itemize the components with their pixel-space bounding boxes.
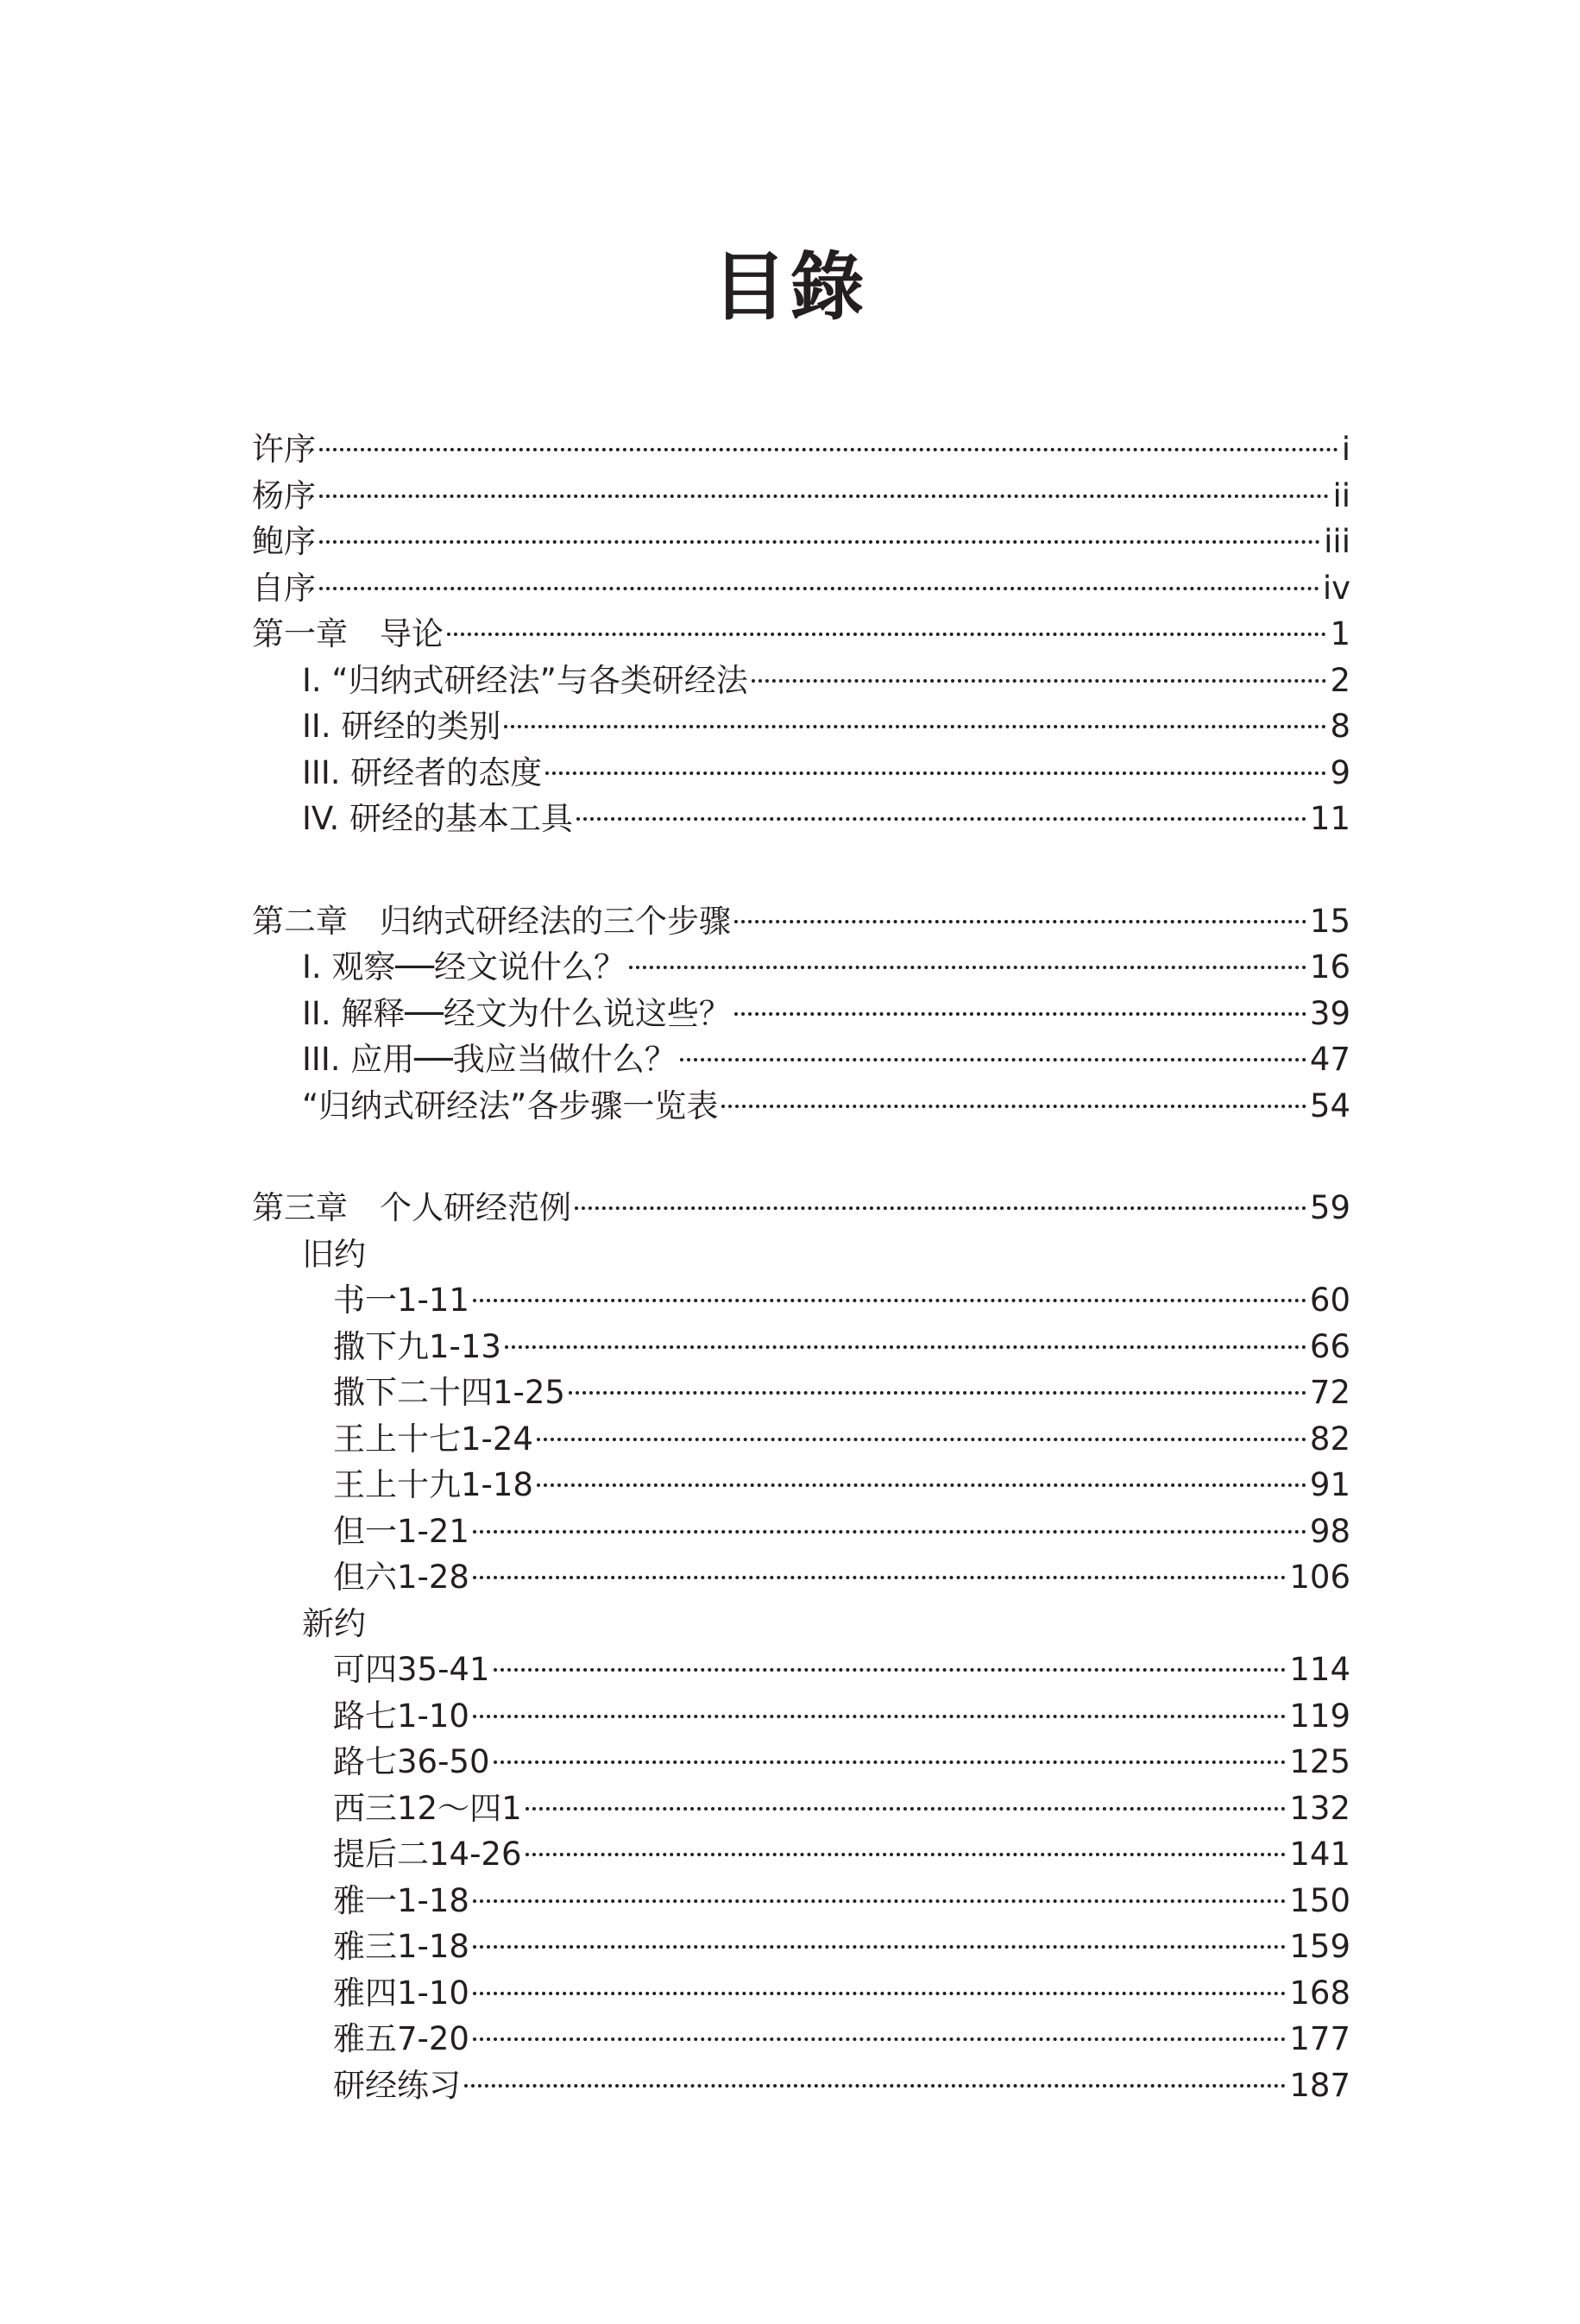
page-title: 目錄 <box>712 244 868 331</box>
toc-entry-page: 125 <box>1289 1743 1350 1780</box>
toc-entry[interactable] <box>252 565 1350 612</box>
toc-entry[interactable] <box>252 1739 1350 1786</box>
dot-leader <box>473 1530 1306 1534</box>
toc-entry[interactable] <box>252 473 1350 520</box>
toc-entry[interactable] <box>252 1462 1350 1508</box>
toc-entry-label: III. 研经者的态度 <box>302 753 543 791</box>
toc-entry-label: 书一1-11 <box>333 1282 469 1319</box>
dot-leader <box>319 448 1338 451</box>
toc-entry-page: 15 <box>1309 902 1350 940</box>
dot-leader <box>319 540 1320 544</box>
dot-leader <box>473 1299 1306 1302</box>
toc-entry-page: 8 <box>1330 708 1350 745</box>
dot-leader <box>319 494 1329 498</box>
toc-entry-label: 可四35-41 <box>333 1651 490 1688</box>
dot-leader <box>537 1438 1306 1441</box>
toc-entry[interactable] <box>252 519 1350 565</box>
toc-entry[interactable] <box>252 796 1350 842</box>
dot-leader <box>526 1853 1287 1856</box>
toc-entry-label: II. 解释──经文为什么说这些？ <box>302 994 731 1032</box>
toc-chapter-entry[interactable] <box>252 898 1350 945</box>
toc-entry[interactable] <box>252 1554 1350 1601</box>
dot-leader <box>721 1105 1306 1108</box>
toc-entry-page: 39 <box>1309 994 1350 1032</box>
toc-entry[interactable] <box>252 750 1350 797</box>
toc-section-heading <box>252 1231 1350 1278</box>
toc-entry-label: 撒下二十四1-25 <box>333 1374 565 1411</box>
toc-entry-page: 82 <box>1309 1420 1350 1458</box>
toc-entry[interactable] <box>252 1416 1350 1463</box>
toc-entry-label: 雅三1-18 <box>333 1928 469 1965</box>
toc-entry-label: 第三章 个人研经范例 <box>252 1189 571 1226</box>
toc-entry-page: i <box>1341 431 1350 468</box>
dot-leader <box>473 1715 1286 1718</box>
toc-entry-label: 研经练习 <box>333 2066 461 2104</box>
toc-entry-page: 91 <box>1309 1466 1350 1503</box>
toc-entry[interactable] <box>252 1508 1350 1555</box>
toc-entry-page: 177 <box>1289 2020 1350 2057</box>
toc-entry-label: 鲍序 <box>252 523 316 560</box>
toc-entry-label: 第一章 导论 <box>252 615 444 652</box>
table-of-contents <box>252 426 1350 2108</box>
toc-entry-label: IV. 研经的基本工具 <box>302 800 573 837</box>
toc-entry-label: 但六1-28 <box>333 1559 469 1596</box>
toc-entry-page: 132 <box>1289 1789 1350 1827</box>
toc-entry-label: 西三12～四1 <box>333 1789 522 1827</box>
toc-entry-page: 11 <box>1309 800 1350 837</box>
dot-leader <box>569 1391 1306 1395</box>
toc-entry[interactable] <box>252 1036 1350 1083</box>
toc-entry-page: 2 <box>1330 661 1350 699</box>
dot-leader <box>752 679 1327 683</box>
toc-entry[interactable] <box>252 1924 1350 1970</box>
dot-leader <box>734 920 1306 923</box>
dot-leader <box>537 1483 1306 1487</box>
toc-entry-label: “归纳式研经法”各步骤一览表 <box>302 1086 719 1124</box>
toc-entry[interactable] <box>252 426 1350 473</box>
toc-entry-label: 王上十七1-24 <box>333 1420 533 1458</box>
toc-entry[interactable] <box>252 2016 1350 2063</box>
toc-entry-page: 150 <box>1289 1881 1350 1919</box>
dot-leader <box>575 1206 1306 1210</box>
toc-entry-label: II. 研经的类别 <box>302 708 501 745</box>
toc-entry-page: ii <box>1332 476 1350 514</box>
toc-entry-page: 9 <box>1330 753 1350 791</box>
toc-section-label: 新约 <box>302 1604 366 1642</box>
toc-entry-label: I. 观察──经文说什么？ <box>302 948 626 986</box>
toc-entry-label: 雅五7-20 <box>333 2020 469 2057</box>
dot-leader <box>629 966 1306 969</box>
toc-entry-page: 141 <box>1289 1836 1350 1873</box>
toc-entry-label: 杨序 <box>252 476 316 514</box>
toc-entry[interactable] <box>252 944 1350 991</box>
dot-leader <box>473 1576 1286 1579</box>
toc-entry-page: 98 <box>1309 1512 1350 1550</box>
toc-entry[interactable] <box>252 991 1350 1037</box>
toc-entry[interactable] <box>252 1324 1350 1370</box>
toc-entry-label: 雅一1-18 <box>333 1881 469 1919</box>
toc-entry-page: 106 <box>1289 1559 1350 1596</box>
toc-entry[interactable] <box>252 1878 1350 1924</box>
toc-entry-page: 59 <box>1309 1189 1350 1226</box>
toc-entry-page: 47 <box>1309 1041 1350 1078</box>
toc-entry-page: 54 <box>1309 1086 1350 1124</box>
toc-entry[interactable] <box>252 1786 1350 1832</box>
dot-leader <box>576 817 1306 821</box>
toc-entry[interactable] <box>252 703 1350 750</box>
dot-leader <box>734 1012 1306 1016</box>
toc-entry[interactable] <box>252 1277 1350 1324</box>
dot-leader <box>526 1807 1287 1811</box>
dot-leader <box>504 725 1326 728</box>
toc-entry-page: 187 <box>1289 2066 1350 2104</box>
toc-entry-label: 但一1-21 <box>333 1512 469 1550</box>
toc-entry[interactable] <box>252 1647 1350 1693</box>
toc-entry-page: 159 <box>1289 1928 1350 1965</box>
toc-entry-label: 自序 <box>252 569 316 607</box>
toc-entry[interactable] <box>252 1970 1350 2017</box>
toc-entry[interactable] <box>252 1370 1350 1416</box>
toc-entry-page: 1 <box>1330 615 1350 652</box>
toc-entry-page: 60 <box>1309 1282 1350 1319</box>
toc-entry-page: iv <box>1322 569 1350 607</box>
dot-leader <box>473 1945 1286 1949</box>
dot-leader <box>319 587 1319 590</box>
dot-leader <box>447 633 1326 636</box>
toc-entry-label: 第二章 归纳式研经法的三个步骤 <box>252 902 731 940</box>
toc-section-label: 旧约 <box>302 1235 366 1273</box>
dot-leader <box>473 1992 1286 1995</box>
toc-entry-page: 72 <box>1309 1374 1350 1411</box>
dot-leader <box>494 1760 1287 1764</box>
dot-leader <box>473 1899 1286 1903</box>
dot-leader <box>464 2084 1286 2088</box>
toc-entry[interactable] <box>252 1831 1350 1878</box>
dot-leader <box>505 1345 1306 1349</box>
toc-entry-page: 16 <box>1309 948 1350 986</box>
toc-chapter-entry[interactable] <box>252 1185 1350 1231</box>
toc-entry[interactable] <box>252 1693 1350 1740</box>
toc-entry[interactable] <box>252 658 1350 704</box>
toc-entry-label: III. 应用──我应当做什么？ <box>302 1041 677 1078</box>
toc-entry-label: 路七36-50 <box>333 1743 490 1780</box>
toc-chapter-entry[interactable] <box>252 611 1350 658</box>
dot-leader <box>680 1058 1306 1061</box>
toc-entry-label: I. “归纳式研经法”与各类研经法 <box>302 661 748 699</box>
toc-entry-label: 许序 <box>252 431 316 468</box>
toc-entry-page: 119 <box>1289 1697 1350 1735</box>
toc-entry-page: 66 <box>1309 1327 1350 1365</box>
toc-entry-label: 雅四1-10 <box>333 1974 469 2012</box>
toc-entry-label: 提后二14-26 <box>333 1836 522 1873</box>
toc-section-heading <box>252 1601 1350 1647</box>
dot-leader <box>473 2037 1286 2041</box>
dot-leader <box>494 1668 1287 1672</box>
toc-entry-page: iii <box>1324 523 1350 560</box>
toc-entry-label: 路七1-10 <box>333 1697 469 1735</box>
toc-entry-page: 168 <box>1289 1974 1350 2012</box>
toc-entry[interactable] <box>252 1083 1350 1130</box>
toc-entry[interactable] <box>252 2063 1350 2109</box>
toc-entry-label: 王上十九1-18 <box>333 1466 533 1503</box>
dot-leader <box>545 772 1326 775</box>
toc-entry-page: 114 <box>1289 1651 1350 1688</box>
toc-entry-label: 撒下九1-13 <box>333 1327 501 1365</box>
